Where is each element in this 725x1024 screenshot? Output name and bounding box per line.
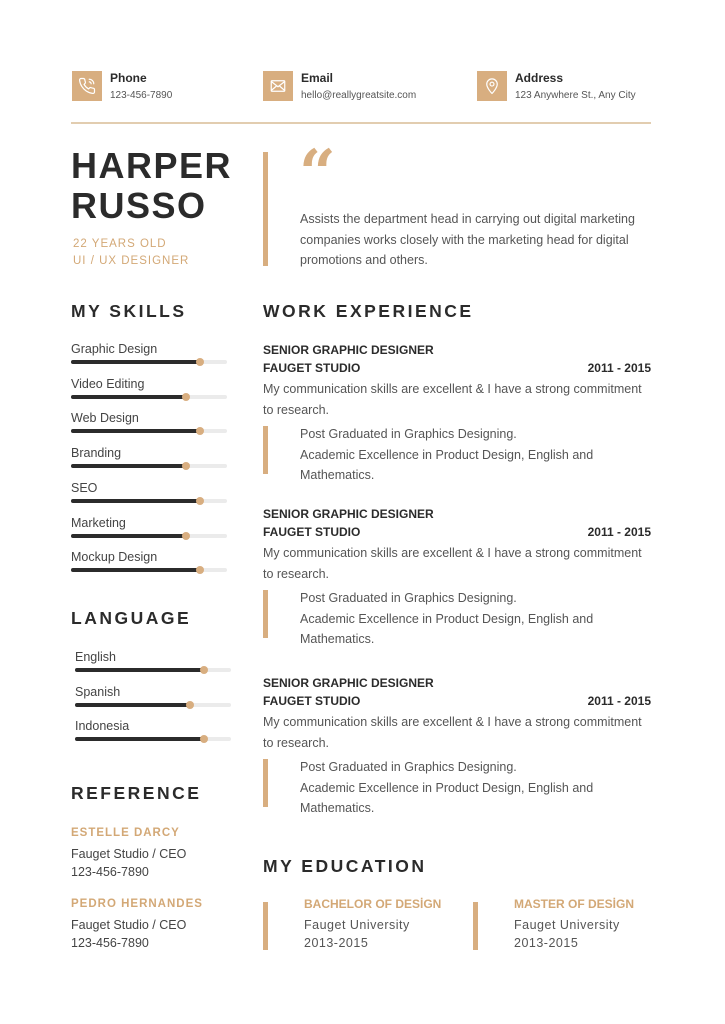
- skill-level-knob: [196, 358, 204, 366]
- contact-email: [263, 71, 416, 103]
- skill-label: Video Editing: [71, 376, 145, 391]
- address-label: Address: [515, 71, 564, 85]
- skill-level-knob: [196, 427, 204, 435]
- job-company-row: [263, 692, 651, 710]
- skill-item: [71, 446, 231, 468]
- phone-value: 123-456-7890: [110, 90, 173, 101]
- language-label: English: [75, 650, 116, 664]
- education-entry: [473, 896, 634, 952]
- skill-level-fill: [71, 499, 200, 503]
- skill-item: [71, 481, 231, 503]
- job-company-row: [263, 359, 651, 377]
- education-degree: BACHELOR OF DESİGN: [304, 897, 442, 911]
- reference-name: ESTELLE DARCY: [71, 827, 180, 839]
- skill-label: SEO: [71, 480, 98, 495]
- job-years: 2011 - 2015: [587, 361, 651, 375]
- skill-label: Mockup Design: [71, 550, 158, 565]
- email-label: Email: [301, 71, 334, 85]
- skill-label: Branding: [71, 446, 122, 461]
- language-level-knob: [200, 666, 208, 674]
- education-entry: [263, 896, 441, 952]
- skill-label: Graphic Design: [71, 342, 158, 356]
- skill-level-knob: [182, 462, 190, 470]
- skill-label: Marketing: [71, 515, 126, 530]
- language-level-track: [75, 737, 231, 741]
- contact-phone: [72, 71, 172, 103]
- phone-label: Phone: [110, 71, 147, 85]
- job-entry: [263, 674, 651, 819]
- skills-title: MY SKILLS: [71, 301, 187, 321]
- job-position: SENIOR GRAPHIC DESIGNER: [263, 343, 434, 357]
- skill-level-knob: [196, 566, 204, 574]
- language-item: [75, 685, 235, 707]
- skill-level-fill: [71, 534, 186, 538]
- job-company: FAUGET STUDIO: [263, 694, 361, 708]
- language-level-fill: [75, 737, 204, 741]
- work-title: WORK EXPERIENCE: [263, 301, 474, 321]
- reference-entry: [71, 826, 186, 881]
- candidate-age: 22 YEARS OLD: [73, 238, 167, 250]
- job-highlights: [263, 588, 651, 650]
- first-name: HARPER: [71, 145, 233, 186]
- education-details: [304, 916, 441, 952]
- education-accent-bar: [473, 902, 478, 950]
- skill-item: [71, 377, 231, 399]
- skill-level-track: [71, 499, 227, 503]
- education-school: Fauget University: [304, 918, 410, 932]
- skill-level-knob: [182, 532, 190, 540]
- language-item: [75, 650, 235, 672]
- header-divider: [71, 122, 651, 124]
- language-label: Spanish: [75, 684, 121, 699]
- candidate-role: UI / UX DESIGNER: [73, 254, 190, 267]
- job-description: My communication skills are excellent & I have a strong commitment to research.: [263, 546, 642, 581]
- language-label: Indonesia: [75, 719, 130, 733]
- address-value: 123 Anywhere St., Any City: [515, 90, 636, 101]
- candidate-subinfo: [73, 236, 189, 269]
- language-level-track: [75, 703, 231, 707]
- reference-company-text: Fauget Studio / CEO: [71, 847, 187, 861]
- skill-level-fill: [71, 360, 200, 364]
- skill-level-track: [71, 464, 227, 468]
- language-item: [75, 719, 235, 741]
- skill-level-track: [71, 534, 227, 538]
- reference-name: PEDRO HERNANDES: [71, 898, 203, 910]
- last-name: RUSSO: [71, 185, 207, 226]
- reference-company: [71, 916, 203, 952]
- job-highlight: Post Graduated in Graphics Designing.: [300, 427, 517, 441]
- email-value: hello@reallygreatsite.com: [301, 90, 417, 101]
- contact-address: [477, 71, 636, 103]
- reference-title: REFERENCE: [71, 783, 202, 803]
- skill-level-fill: [71, 464, 186, 468]
- job-company: FAUGET STUDIO: [263, 361, 361, 375]
- education-details: [514, 916, 634, 952]
- skill-level-fill: [71, 568, 200, 572]
- location-pin-icon: [477, 71, 507, 101]
- job-description: My communication skills are excellent & I have a strong commitment to research.: [263, 382, 642, 417]
- education-years: 2013-2015: [514, 936, 579, 950]
- about-text: Assists the department head in carrying out digital marketing companies works closely with the marketing head for digital promotions and others.: [300, 212, 635, 267]
- job-position: SENIOR GRAPHIC DESIGNER: [263, 507, 434, 521]
- skill-level-track: [71, 429, 227, 433]
- job-years: 2011 - 2015: [587, 525, 651, 539]
- job-highlight: Academic Excellence in Product Design, English and Mathematics.: [300, 447, 594, 482]
- language-level-fill: [75, 703, 190, 707]
- job-company-row: [263, 523, 651, 541]
- job-entry: [263, 505, 651, 650]
- skill-label: Web Design: [71, 411, 139, 426]
- reference-phone: 123-456-7890: [71, 865, 149, 879]
- education-school: Fauget University: [514, 918, 620, 932]
- phone-icon: [72, 71, 102, 101]
- skill-item: [71, 550, 231, 572]
- skill-level-knob: [182, 393, 190, 401]
- education-title: MY EDUCATION: [263, 856, 427, 876]
- skill-level-knob: [196, 497, 204, 505]
- reference-entry: [71, 897, 203, 952]
- skill-item: [71, 411, 231, 433]
- job-highlight: Academic Excellence in Product Design, English and Mathematics.: [300, 611, 594, 646]
- language-level-fill: [75, 668, 204, 672]
- mail-icon: [263, 71, 293, 101]
- quote-accent-bar: [263, 152, 268, 266]
- education-accent-bar: [263, 902, 268, 950]
- language-level-knob: [200, 735, 208, 743]
- skill-level-track: [71, 395, 227, 399]
- education-degree: MASTER OF DESİGN: [514, 897, 635, 911]
- job-highlight: Post Graduated in Graphics Designing.: [300, 591, 517, 605]
- quote-icon: “: [299, 136, 330, 211]
- skill-level-fill: [71, 395, 186, 399]
- job-accent-bar: [263, 759, 268, 807]
- job-description: My communication skills are excellent & I have a strong commitment to research.: [263, 715, 642, 750]
- skill-level-track: [71, 568, 227, 572]
- job-highlight: Post Graduated in Graphics Designing.: [300, 760, 517, 774]
- job-years: 2011 - 2015: [587, 694, 651, 708]
- reference-phone: 123-456-7890: [71, 936, 149, 950]
- job-highlights: [263, 424, 651, 486]
- education-years: 2013-2015: [304, 936, 369, 950]
- reference-company-text: Fauget Studio / CEO: [71, 918, 187, 932]
- candidate-name: [71, 146, 232, 226]
- language-level-knob: [186, 701, 194, 709]
- reference-company: [71, 845, 186, 881]
- job-entry: [263, 341, 651, 486]
- job-highlights: [263, 757, 651, 819]
- job-highlight: Academic Excellence in Product Design, English and Mathematics.: [300, 780, 594, 815]
- skill-item: [71, 342, 231, 364]
- skill-item: [71, 516, 231, 538]
- language-level-track: [75, 668, 231, 672]
- skill-level-fill: [71, 429, 200, 433]
- job-accent-bar: [263, 426, 268, 474]
- job-company: FAUGET STUDIO: [263, 525, 361, 539]
- skill-level-track: [71, 360, 227, 364]
- language-title: LANGUAGE: [71, 608, 192, 628]
- job-position: SENIOR GRAPHIC DESIGNER: [263, 676, 434, 690]
- job-accent-bar: [263, 590, 268, 638]
